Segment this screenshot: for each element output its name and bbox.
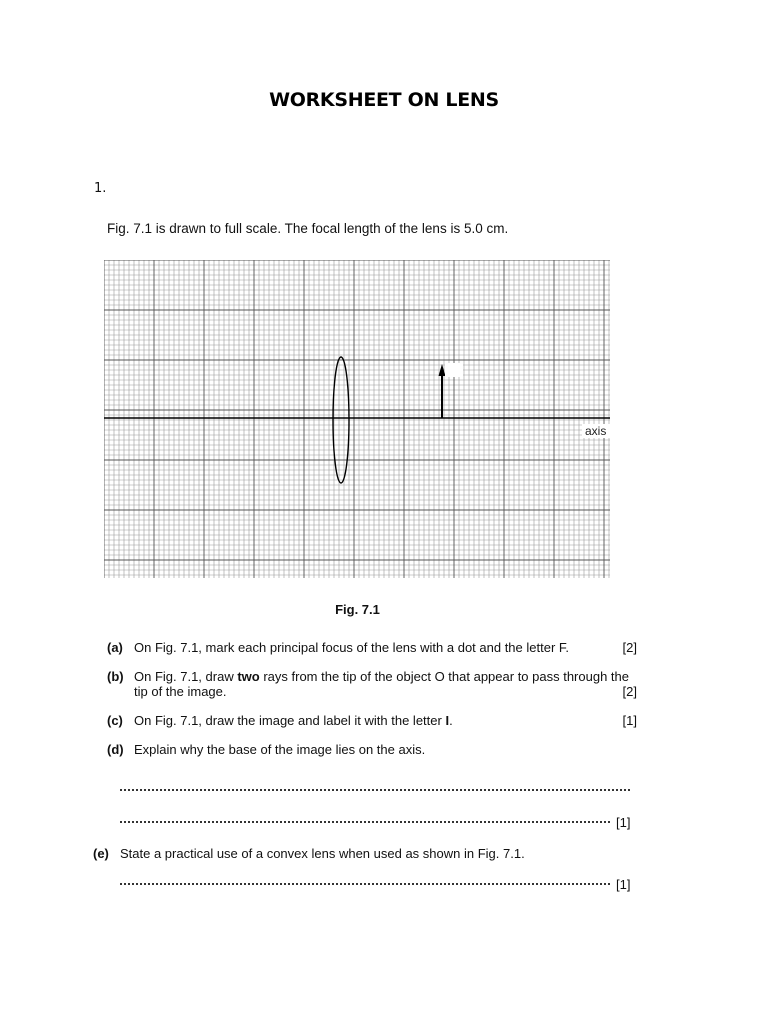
part-c-marks: [1]: [622, 713, 637, 728]
question-number: 1.: [94, 181, 107, 196]
object-label: O: [449, 364, 459, 378]
part-b-text: On Fig. 7.1, draw two rays from the tip of the object O that appear to pass through the tip of the image.: [134, 669, 629, 699]
part-e-marks: [1]: [616, 877, 631, 892]
part-e-label: (e): [93, 846, 109, 861]
part-e: [93, 846, 623, 862]
axis-label: axis: [585, 424, 607, 438]
answer-line-e[interactable]: [120, 875, 610, 885]
figure-7-1-grid: [104, 260, 612, 580]
question-intro: Fig. 7.1 is drawn to full scale. The focal length of the lens is 5.0 cm.: [107, 221, 509, 236]
part-d-marks: [1]: [616, 815, 631, 830]
answer-line-d1[interactable]: [120, 781, 630, 791]
part-d: [107, 742, 637, 758]
part-d-label: (d): [107, 742, 124, 757]
page-title: WORKSHEET ON LENS: [269, 89, 499, 111]
part-a-text: On Fig. 7.1, mark each principal focus of the lens with a dot and the letter F.: [134, 640, 570, 655]
part-a-marks: [2]: [622, 640, 637, 655]
part-e-text: State a practical use of a convex lens when used as shown in Fig. 7.1.: [120, 846, 525, 861]
part-d-text: Explain why the base of the image lies on the axis.: [134, 742, 426, 757]
part-c-label: (c): [107, 713, 123, 728]
part-a: [107, 640, 637, 656]
part-a-label: (a): [107, 640, 123, 655]
answer-line-d2[interactable]: [120, 813, 610, 823]
part-c-text: On Fig. 7.1, draw the image and label it with the letter I.: [134, 713, 453, 728]
figure-caption: Fig. 7.1: [335, 602, 380, 617]
part-b: [107, 669, 637, 701]
part-b-label: (b): [107, 669, 124, 684]
part-c: [107, 713, 637, 729]
part-b-marks: [2]: [622, 684, 637, 699]
